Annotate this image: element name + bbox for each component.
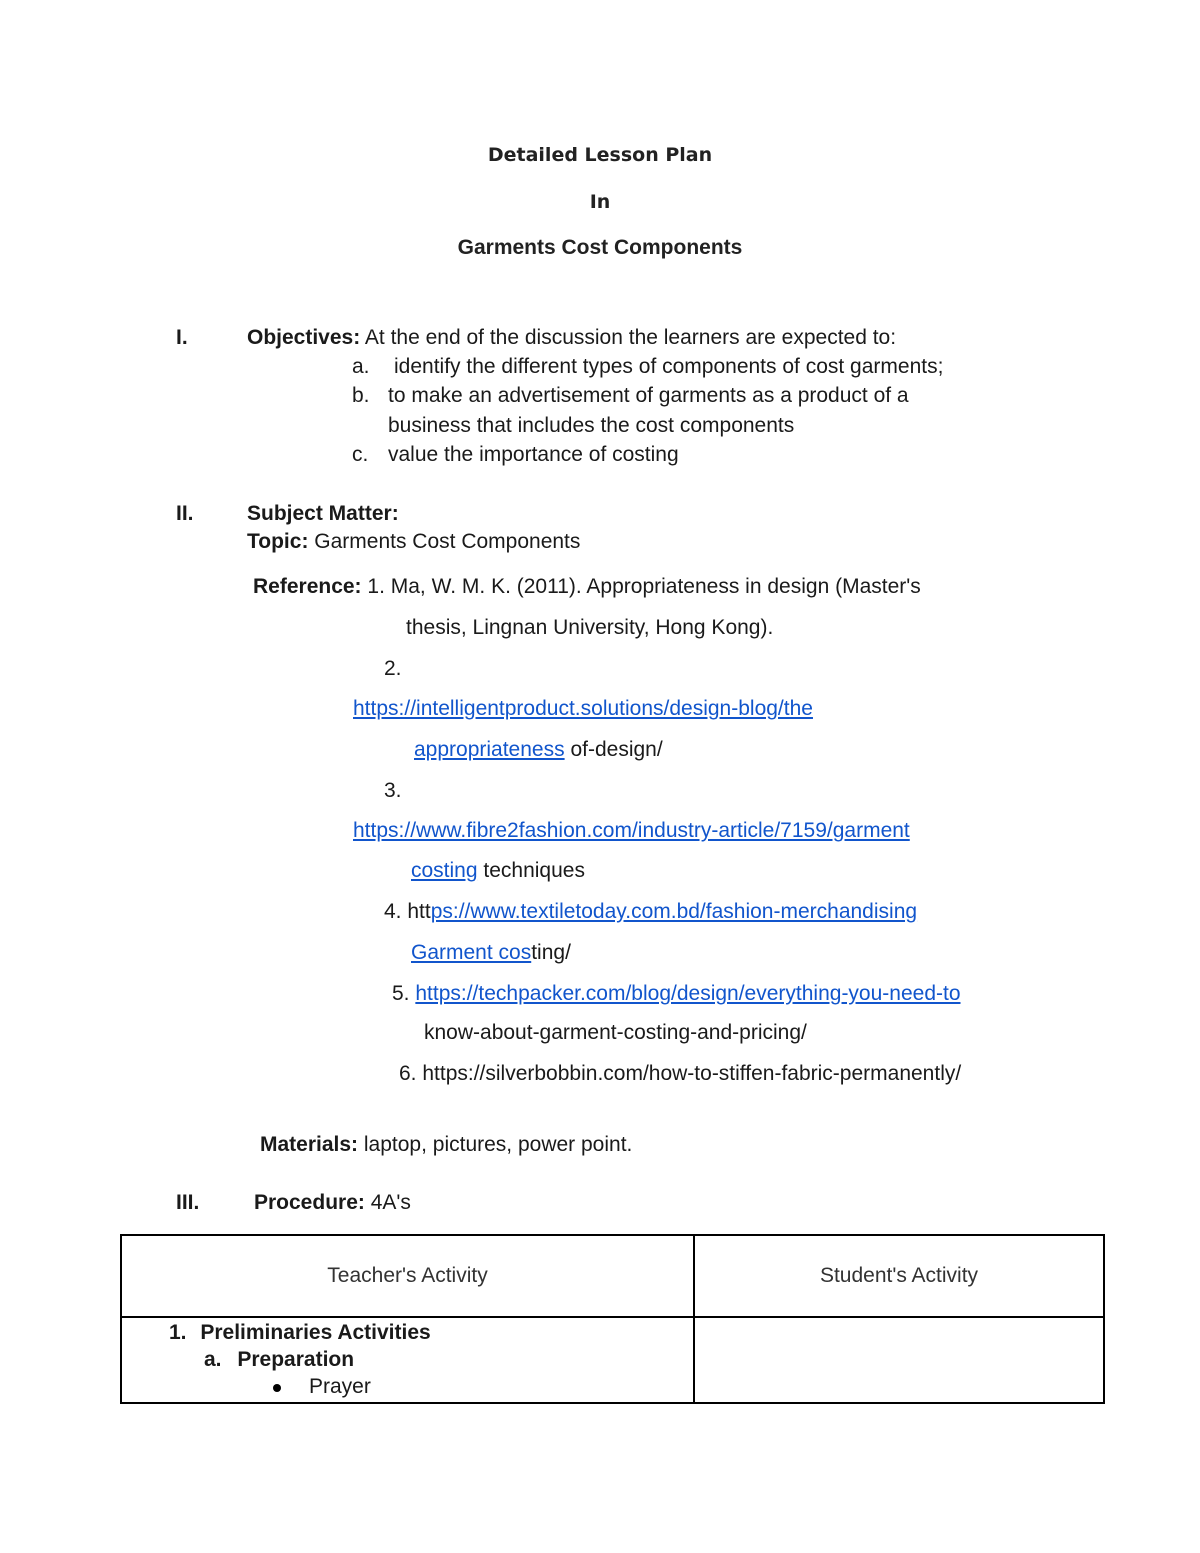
- reference-2-number: 2.: [384, 657, 402, 680]
- reference-3-tail: techniques: [483, 859, 585, 882]
- section-numeral-procedure: III.: [176, 1191, 200, 1214]
- activity-bullet-text: Prayer: [309, 1375, 371, 1398]
- document-title: Detailed Lesson Plan: [487, 144, 713, 166]
- table-header-teacher: Teacher's Activity: [121, 1235, 694, 1317]
- reference-3-number: 3.: [384, 779, 402, 802]
- materials-value: laptop, pictures, power point.: [363, 1133, 633, 1156]
- procedure-line: [254, 1191, 411, 1215]
- reference-1-continued: thesis, Lingnan University, Hong Kong).: [406, 616, 774, 639]
- document-topic-title: Garments Cost Components: [457, 236, 743, 259]
- procedure-table: [120, 1234, 1105, 1404]
- subject-matter-label: Subject Matter:: [247, 502, 399, 525]
- activity-sub-line: [204, 1348, 354, 1372]
- activity-number: 1.: [169, 1321, 187, 1344]
- objective-marker-a: a.: [352, 355, 370, 378]
- objective-item-b: to make an advertisement of garments as a product of a: [388, 384, 909, 407]
- reference-2-link-continued[interactable]: appropriateness: [414, 738, 565, 761]
- objective-item-a: identify the different types of components of cost garments;: [394, 355, 944, 378]
- materials-label: Materials:: [260, 1133, 359, 1156]
- table-header-student: Student's Activity: [694, 1235, 1104, 1317]
- reference-4-tail: ting/: [531, 941, 571, 964]
- topic-line: [247, 530, 580, 554]
- topic-value: Garments Cost Components: [314, 530, 581, 553]
- bullet-icon: [273, 1384, 281, 1392]
- reference-5-line: [392, 982, 961, 1006]
- reference-2-link[interactable]: https://intelligentproduct.solutions/design-blog/the: [353, 697, 813, 720]
- reference-3-link-continued[interactable]: costing: [411, 859, 478, 882]
- reference-6: 6. https://silverbobbin.com/how-to-stiffen-fabric-permanently/: [399, 1062, 962, 1085]
- objectives-intro: At the end of the discussion the learners are expected to:: [364, 326, 897, 349]
- objective-item-c: value the importance of costing: [388, 443, 679, 466]
- reference-4-line: [384, 900, 917, 924]
- reference-4-link-continued[interactable]: Garment cos: [411, 941, 532, 964]
- objectives-line: [247, 326, 896, 350]
- activity-sub-marker: a.: [204, 1348, 222, 1371]
- table-row: [121, 1317, 1104, 1403]
- reference-4-continued: [411, 941, 571, 965]
- topic-label: Topic:: [247, 530, 309, 553]
- teacher-activity-cell: [121, 1317, 694, 1403]
- reference-5-continued: know-about-garment-costing-and-pricing/: [424, 1021, 807, 1044]
- activity-heading: Preliminaries Activities: [200, 1321, 431, 1344]
- reference-label: Reference:: [253, 575, 362, 598]
- reference-5-number: 5.: [392, 982, 410, 1005]
- reference-2-tail: of-design/: [570, 738, 663, 761]
- document-subtitle-in: In: [589, 191, 611, 213]
- procedure-value: 4A's: [370, 1191, 411, 1214]
- reference-3-continued: [411, 859, 585, 883]
- reference-3-link[interactable]: https://www.fibre2fashion.com/industry-article/7159/garment: [353, 819, 910, 842]
- activity-heading-line: [169, 1321, 431, 1345]
- reference-4-prefix: 4. htt: [384, 900, 431, 923]
- reference-2-continued: [414, 738, 663, 762]
- objective-marker-c: c.: [352, 443, 369, 466]
- objective-item-b-continued: business that includes the cost components: [388, 414, 795, 437]
- procedure-label: Procedure:: [254, 1191, 365, 1214]
- reference-4-link[interactable]: ps://www.textiletoday.com.bd/fashion-merchandising: [430, 900, 918, 923]
- section-numeral-subject-matter: II.: [176, 502, 194, 525]
- table-header-row: [121, 1235, 1104, 1317]
- activity-sub-heading: Preparation: [237, 1348, 355, 1371]
- section-numeral-objectives: I.: [176, 326, 188, 349]
- reference-1: 1. Ma, W. M. K. (2011). Appropriateness in design (Master's: [367, 575, 921, 598]
- materials-line: [260, 1133, 632, 1157]
- objective-marker-b: b.: [352, 384, 370, 407]
- student-activity-cell: [694, 1317, 1104, 1403]
- reference-5-link[interactable]: https://techpacker.com/blog/design/everything-you-need-to: [415, 982, 961, 1005]
- reference-line-1: [253, 575, 921, 599]
- objectives-label: Objectives:: [247, 326, 361, 349]
